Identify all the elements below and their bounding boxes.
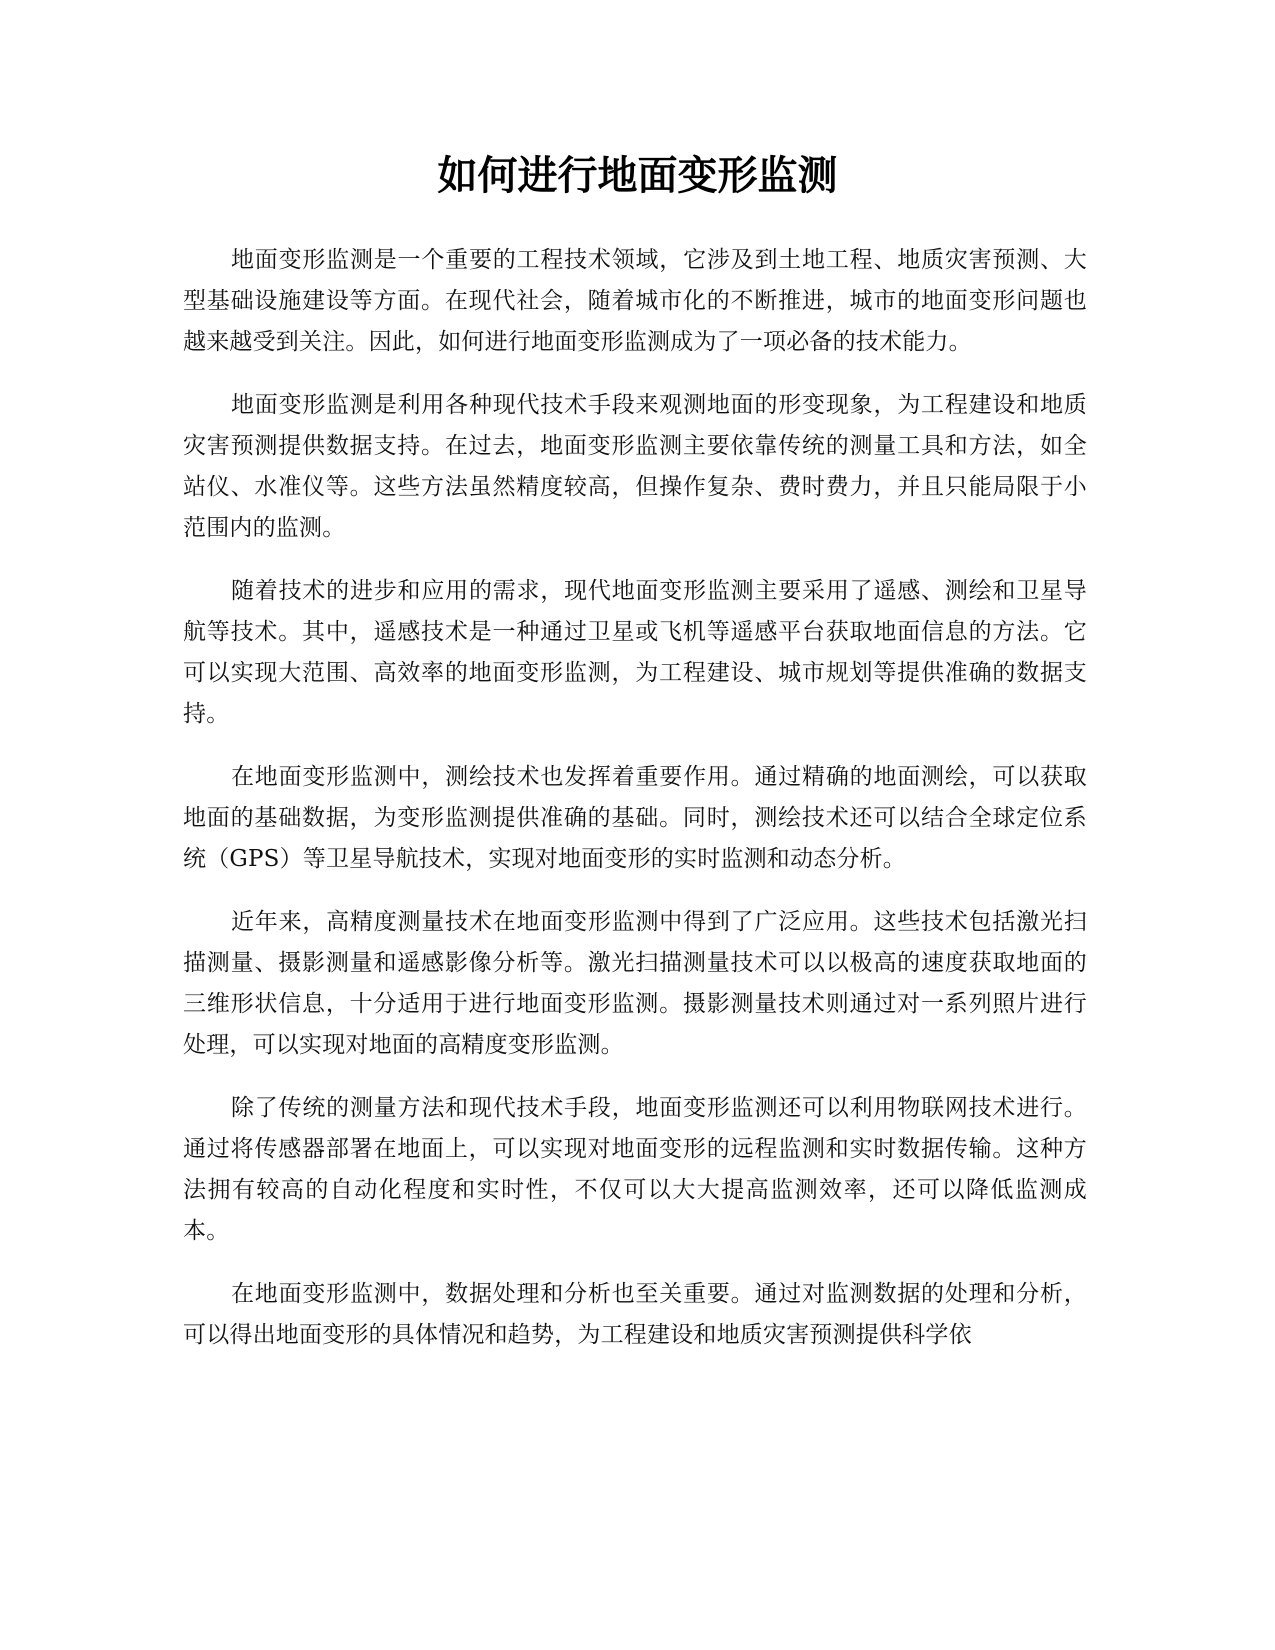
document-title: 如何进行地面变形监测 xyxy=(437,153,838,199)
paragraph-7: 在地面变形监测中，数据处理和分析也至关重要。通过对监测数据的处理和分析，可以得出地面变形的具体情况和趋势，为工程建设和地质灾害预测提供科学依 xyxy=(183,1281,1087,1348)
paragraph-5: 近年来，高精度测量技术在地面变形监测中得到了广泛应用。这些技术包括激光扫描测量、摄影测量和遥感影像分析等。激光扫描测量技术可以以极高的速度获取地面的三维形状信息，十分适用于进行地面变形监测。摄影测量技术则通过对一系列照片进行处理，可以实现对地面的高精度变形监测。 xyxy=(183,909,1087,1058)
paragraph-6: 除了传统的测量方法和现代技术手段，地面变形监测还可以利用物联网技术进行。通过将传感器部署在地面上，可以实现对地面变形的远程监测和实时数据传输。这种方法拥有较高的自动化程度和实时性，不仅可以大大提高监测效率，还可以降低监测成本。 xyxy=(183,1095,1087,1244)
document-body xyxy=(183,240,1087,1378)
paragraph-2: 地面变形监测是利用各种现代技术手段来观测地面的形变现象，为工程建设和地质灾害预测提供数据支持。在过去，地面变形监测主要依靠传统的测量工具和方法，如全站仪、水准仪等。这些方法虽然精度较高，但操作复杂、费时费力，并且只能局限于小范围内的监测。 xyxy=(183,392,1087,541)
paragraph-1: 地面变形监测是一个重要的工程技术领域，它涉及到土地工程、地质灾害预测、大型基础设施建设等方面。在现代社会，随着城市化的不断推进，城市的地面变形问题也越来越受到关注。因此，如何进行地面变形监测成为了一项必备的技术能力。 xyxy=(183,247,1087,355)
paragraph-4: 在地面变形监测中，测绘技术也发挥着重要作用。通过精确的地面测绘，可以获取地面的基础数据，为变形监测提供准确的基础。同时，测绘技术还可以结合全球定位系统（GPS）等卫星导航技术，实现对地面变形的实时监测和动态分析。 xyxy=(183,764,1087,872)
paragraph-3: 随着技术的进步和应用的需求，现代地面变形监测主要采用了遥感、测绘和卫星导航等技术。其中，遥感技术是一种通过卫星或飞机等遥感平台获取地面信息的方法。它可以实现大范围、高效率的地面变形监测，为工程建设、城市规划等提供准确的数据支持。 xyxy=(183,578,1087,727)
